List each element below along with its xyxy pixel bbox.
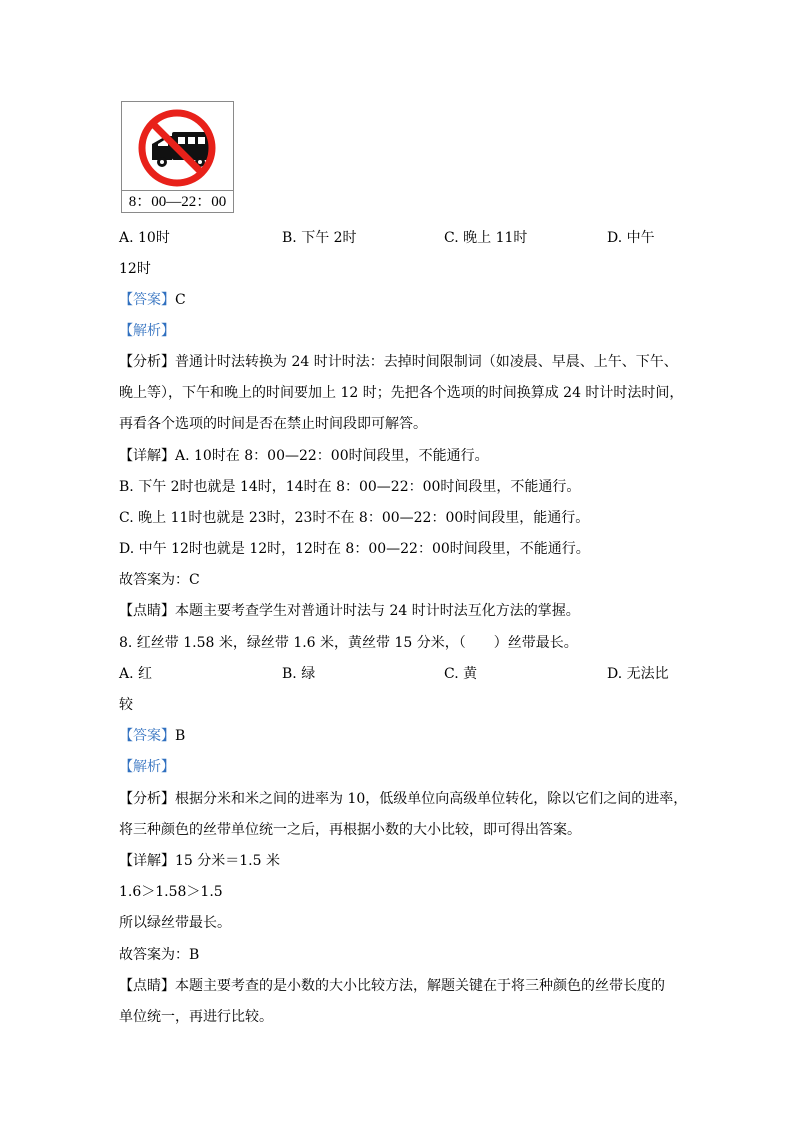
q7-conclusion: 故答案为：C <box>119 572 200 588</box>
detail-tag: 【详解】 <box>119 448 175 464</box>
q8-stem: 8. 红丝带 1.58 米，绿丝带 1.6 米，黄丝带 15 分米，（ ）丝带最长。 <box>119 635 578 651</box>
q8-comment-line-2: 单位统一，再进行比较。 <box>119 1009 273 1025</box>
answer-value: C <box>175 292 186 308</box>
traffic-sign-figure <box>121 101 234 213</box>
q7-detail-line-4: D. 中午 12时也就是 12时，12时在 8：00—22：00时间段里，不能通行。 <box>119 541 590 557</box>
analysis-tag: 【解析】 <box>119 759 175 775</box>
q8-option-c: C. 黄 <box>444 666 478 682</box>
answer-tag: 【答案】 <box>119 728 175 744</box>
q7-option-a: A. 10时 <box>119 230 170 246</box>
q8-option-d-continued: 较 <box>119 697 133 713</box>
no-truck-icon <box>122 102 233 190</box>
q7-comment <box>119 601 580 621</box>
q7-fenxi-line-3: 再看各个选项的时间是否在禁止时间段即可解答。 <box>119 416 427 432</box>
comment-text: 本题主要考查的是小数的大小比较方法，解题关键在于将三种颜色的丝带长度的 <box>175 978 665 994</box>
q7-detail-line-2: B. 下午 2时也就是 14时，14时在 8：00—22：00时间段里，不能通行。 <box>119 479 581 495</box>
q8-option-b: B. 绿 <box>282 666 316 682</box>
q8-detail-line-3: 所以绿丝带最长。 <box>119 915 231 931</box>
q8-analysis-heading <box>119 757 175 777</box>
detail-text: A. 10时在 8：00—22：00时间段里，不能通行。 <box>175 448 489 464</box>
q8-option-a: A. 红 <box>119 666 153 682</box>
answer-value: B <box>175 728 186 744</box>
fenxi-tag: 【分析】 <box>119 354 175 370</box>
q8-conclusion: 故答案为：B <box>119 947 200 963</box>
fenxi-text: 根据分米和米之间的进率为 10，低级单位向高级单位转化，除以它们之间的进率， <box>175 791 688 807</box>
comment-text: 本题主要考查学生对普通计时法与 24 时计时法互化方法的掌握。 <box>175 603 580 619</box>
comment-tag: 【点睛】 <box>119 603 175 619</box>
q7-fenxi-line-1 <box>119 352 678 372</box>
q7-answer <box>119 290 186 310</box>
q8-detail-line-2: 1.6＞1.58＞1.5 <box>119 884 223 900</box>
detail-tag: 【详解】 <box>119 853 175 869</box>
answer-tag: 【答案】 <box>119 292 175 308</box>
analysis-tag: 【解析】 <box>119 323 175 339</box>
q8-detail-line-1 <box>119 851 280 871</box>
q8-option-d: D. 无法比 <box>607 666 669 682</box>
detail-text: 15 分米＝1.5 米 <box>175 853 280 869</box>
q7-option-d-continued: 12时 <box>119 261 151 277</box>
fenxi-tag: 【分析】 <box>119 791 175 807</box>
q7-detail-line-3: C. 晚上 11时也就是 23时，23时不在 8：00—22：00时间段里，能通行。 <box>119 510 590 526</box>
q8-answer <box>119 726 185 746</box>
q7-option-c: C. 晚上 11时 <box>444 230 528 246</box>
q7-detail-line-1 <box>119 446 489 466</box>
q7-option-b: B. 下午 2时 <box>282 230 357 246</box>
sign-time-label: 8：00—22：00 <box>122 190 233 213</box>
q8-fenxi-line-1 <box>119 789 687 809</box>
comment-tag: 【点睛】 <box>119 978 175 994</box>
q8-comment-line-1 <box>119 976 665 996</box>
q8-fenxi-line-2: 将三种颜色的丝带单位统一之后，再根据小数的大小比较，即可得出答案。 <box>119 822 581 838</box>
q7-fenxi-line-2: 晚上等），下午和晚上的时间要加上 12 时；先把各个选项的时间换算成 24 时计时法时间， <box>119 385 684 401</box>
q7-option-d: D. 中午 <box>607 230 655 246</box>
q7-analysis-heading <box>119 321 175 341</box>
fenxi-text: 普通计时法转换为 24 时计时法：去掉时间限制词（如凌晨、早晨、上午、下午、 <box>175 354 678 370</box>
